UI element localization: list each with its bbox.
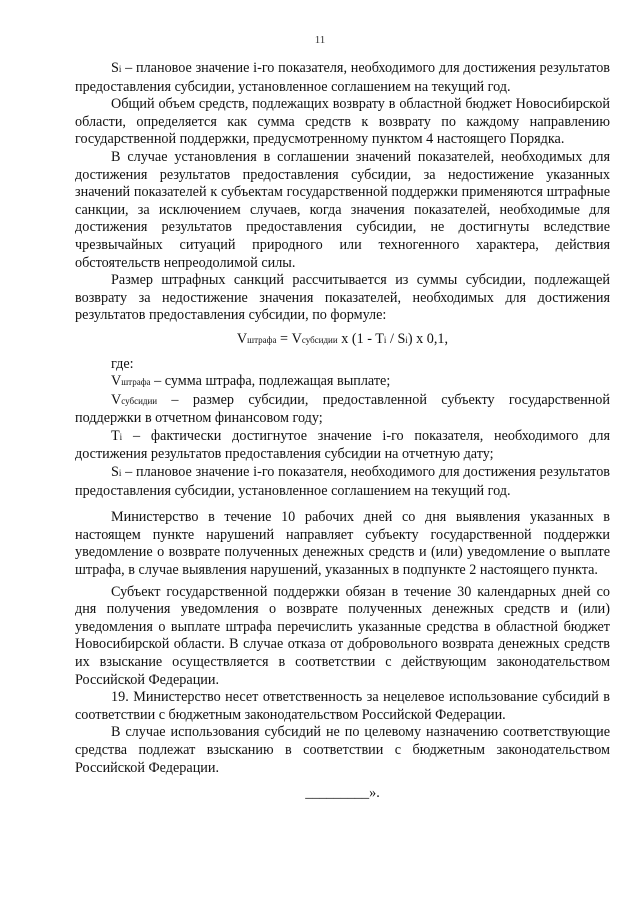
paragraph-penalty-size: Размер штрафных санкций рассчитывается из суммы субсидии, подлежащей возврату за недостижение значения показателей, необходимых для достижения результатов предоставления субсидии, по формуле: <box>75 272 610 324</box>
var-v: V <box>111 373 122 390</box>
paragraph-total-return: Общий объем средств, подлежащих возврату в областной бюджет Новосибирской области, определяется как сумма средств к возврату по каждому направлению государственной поддержки, предусмотренному пунктом 4 настоящего Порядка. <box>75 96 610 148</box>
page-number: 11 <box>314 34 326 46</box>
formula-sub-subsidii: субсидии <box>301 334 338 345</box>
where-label: где: <box>111 355 134 372</box>
formula-end: ) x 0,1, <box>407 330 449 347</box>
formula-slash: / S <box>386 330 406 347</box>
definition-text: – фактически достигнутое значение i-го показателя, необходимого для достижения результатов предоставления субсидии на отчетную дату; <box>75 427 610 463</box>
sub-i: i <box>119 431 123 442</box>
formula-sub-ti: i <box>383 334 387 345</box>
formula-v: V <box>236 330 248 347</box>
sub-i: i <box>118 468 122 479</box>
definition-ti <box>75 428 610 464</box>
document-body <box>75 60 610 803</box>
definition-text: – плановое значение i-го показателя, необходимого для достижения результатов предоставления субсидии, установленное соглашением на текущий год. <box>75 464 610 499</box>
definition-text: – размер субсидии, предоставленной субъекту государственной поддержки в отчетном финансовом году; <box>75 391 610 427</box>
formula-eq: = V <box>276 330 302 347</box>
definition-si-top <box>75 60 610 96</box>
formula <box>75 331 610 350</box>
var-s: S <box>111 464 119 481</box>
closing-line: _________». <box>305 785 380 802</box>
formula-mid: x (1 - T <box>337 330 384 347</box>
paragraph-subject-obligation: Субъект государственной поддержки обязан в течение 30 календарных дней со дня получения уведомления о возврате полученных денежных средств и (или) уведомления о выплате штрафа перечислить указанные средства в областной бюджет Новосибирской области. В случае отказа от добровольного возврата денежных средств их взыскание осуществляется в соответствии с действующим законодательством Российской Федерации. <box>75 583 610 688</box>
var-v: V <box>111 391 122 408</box>
paragraph-ministry-notice: Министерство в течение 10 рабочих дней со дня выявления указанных в настоящем пункте нарушений направляет субъекту государственной поддержки уведомление о возврате полученных денежных средств и (или) уведомление о выплате штрафа, в случае выявления нарушений, указанных в подпункте 2 настоящего пункта. <box>75 509 610 579</box>
formula-sub-shtrafa: штрафа <box>247 334 277 345</box>
sub-shtrafa: штрафа <box>121 377 151 388</box>
definition-text: – плановое значение i-го показателя, необходимого для достижения результатов предоставления субсидии, установленное соглашением на текущий год. <box>75 60 610 95</box>
var-s: S <box>111 60 119 76</box>
definition-text: – сумма штрафа, подлежащая выплате; <box>150 373 391 390</box>
var-t: T <box>111 427 120 444</box>
definition-si <box>75 464 610 500</box>
paragraph-misuse: В случае использования субсидий не по целевому назначению соответствующие средства подлежат взысканию в соответствии с бюджетным законодательством Российской Федерации. <box>75 724 610 776</box>
sub-subsidii: субсидии <box>121 395 158 406</box>
paragraph-penalties: В случае установления в соглашении значений показателей, необходимых для достижения результатов предоставления субсидии, за недостижение указанных значений показателей к субъектам государственной поддержки применяются штрафные санкции, за исключением случаев, когда значения показателей, необходимые для достижения результатов предоставления субсидии, не достигнуты вследствие чрезвычайных ситуаций природного или техногенного характера, действия обстоятельств непреодолимой силы. <box>75 148 610 271</box>
definition-v-subsidii <box>75 392 610 428</box>
definition-v-shtrafa <box>75 373 610 392</box>
formula-sub-si: i <box>405 334 408 345</box>
sub-i: i <box>118 64 122 74</box>
paragraph-19-responsibility: 19. Министерство несет ответственность за нецелевое использование субсидий в соответствии с бюджетным законодательством Российской Федерации. <box>75 689 610 723</box>
